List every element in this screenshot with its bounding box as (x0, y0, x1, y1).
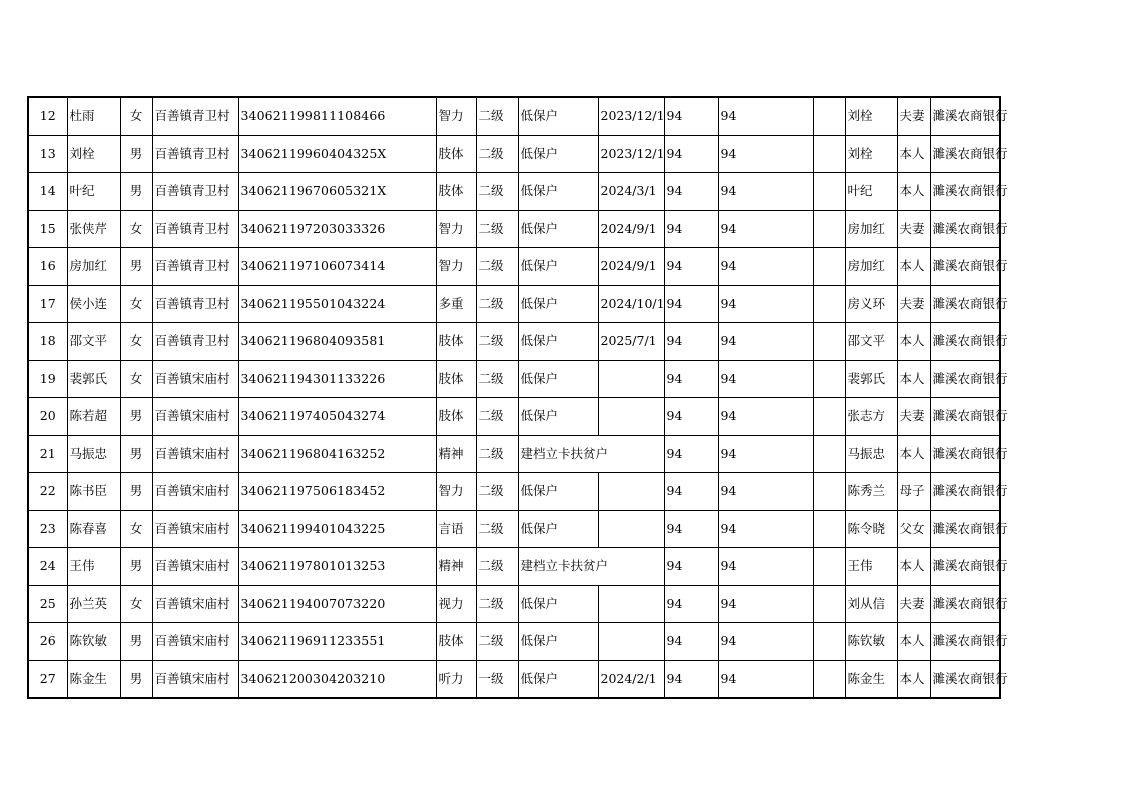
row-seq: 20 (28, 398, 67, 436)
row-household-category: 低保户 (518, 398, 598, 436)
row-note (813, 135, 845, 173)
row-seq: 15 (28, 210, 67, 248)
row-id-number: 340621197506183452 (238, 473, 436, 511)
row-relation: 夫妻 (897, 285, 930, 323)
row-household-category: 低保户 (518, 360, 598, 398)
row-payee: 陈金生 (845, 660, 897, 698)
row-relation: 夫妻 (897, 210, 930, 248)
row-amount-a: 94 (664, 473, 718, 511)
row-bank: 濉溪农商银行 (930, 135, 1000, 173)
row-disability-type: 精神 (436, 435, 476, 473)
row-disability-level: 二级 (476, 548, 518, 586)
row-seq: 23 (28, 510, 67, 548)
row-disability-level: 二级 (476, 248, 518, 286)
row-relation: 夫妻 (897, 97, 930, 135)
row-amount-b: 94 (718, 323, 813, 361)
row-payee: 房加红 (845, 248, 897, 286)
row-relation: 本人 (897, 660, 930, 698)
table-row (28, 435, 1000, 473)
row-bank: 濉溪农商银行 (930, 97, 1000, 135)
row-gender: 女 (120, 360, 152, 398)
row-disability-level: 二级 (476, 323, 518, 361)
row-id-number: 34062119670605321X (238, 173, 436, 211)
row-bank: 濉溪农商银行 (930, 473, 1000, 511)
row-note (813, 173, 845, 211)
row-amount-b: 94 (718, 660, 813, 698)
row-household-category: 低保户 (518, 585, 598, 623)
row-payee: 刘从信 (845, 585, 897, 623)
row-payee: 张志方 (845, 398, 897, 436)
row-village: 百善镇青卫村 (152, 248, 238, 286)
row-disability-type: 听力 (436, 660, 476, 698)
row-amount-b: 94 (718, 135, 813, 173)
row-village: 百善镇宋庙村 (152, 660, 238, 698)
row-household-category: 低保户 (518, 510, 598, 548)
row-bank: 濉溪农商银行 (930, 248, 1000, 286)
row-village: 百善镇宋庙村 (152, 548, 238, 586)
row-gender: 男 (120, 473, 152, 511)
row-amount-b: 94 (718, 435, 813, 473)
row-disability-level: 二级 (476, 510, 518, 548)
row-id-number: 340621196911233551 (238, 623, 436, 661)
row-seq: 19 (28, 360, 67, 398)
row-id-number: 340621199811108466 (238, 97, 436, 135)
row-household-category: 建档立卡扶贫户 (518, 548, 664, 586)
row-bank: 濉溪农商银行 (930, 585, 1000, 623)
row-relation: 本人 (897, 173, 930, 211)
row-note (813, 248, 845, 286)
row-disability-level: 二级 (476, 173, 518, 211)
row-village: 百善镇青卫村 (152, 173, 238, 211)
row-name: 陈书臣 (67, 473, 120, 511)
row-name: 王伟 (67, 548, 120, 586)
row-amount-b: 94 (718, 248, 813, 286)
row-gender: 女 (120, 585, 152, 623)
row-disability-level: 二级 (476, 285, 518, 323)
row-id-number: 340621194301133226 (238, 360, 436, 398)
row-id-number: 340621196804093581 (238, 323, 436, 361)
row-start-date: 2024/3/1 (598, 173, 664, 211)
table-row (28, 97, 1000, 135)
row-id-number: 340621200304203210 (238, 660, 436, 698)
table-row (28, 660, 1000, 698)
row-village: 百善镇宋庙村 (152, 435, 238, 473)
row-note (813, 623, 845, 661)
roster-table (27, 96, 1008, 699)
row-disability-level: 二级 (476, 398, 518, 436)
row-note (813, 360, 845, 398)
row-start-date: 2025/7/1 (598, 323, 664, 361)
row-start-date: 2023/12/1 (598, 135, 664, 173)
row-id-number: 340621196804163252 (238, 435, 436, 473)
row-note (813, 285, 845, 323)
row-bank: 濉溪农商银行 (930, 323, 1000, 361)
row-disability-type: 智力 (436, 97, 476, 135)
row-disability-type: 智力 (436, 248, 476, 286)
row-name: 侯小连 (67, 285, 120, 323)
row-payee: 房义环 (845, 285, 897, 323)
row-amount-a: 94 (664, 585, 718, 623)
table-row (28, 248, 1000, 286)
row-amount-b: 94 (718, 623, 813, 661)
row-seq: 13 (28, 135, 67, 173)
row-gender: 女 (120, 323, 152, 361)
row-disability-type: 肢体 (436, 323, 476, 361)
row-amount-a: 94 (664, 360, 718, 398)
row-household-category: 低保户 (518, 135, 598, 173)
row-village: 百善镇宋庙村 (152, 398, 238, 436)
row-seq: 26 (28, 623, 67, 661)
row-amount-b: 94 (718, 585, 813, 623)
row-start-date (598, 473, 664, 511)
row-seq: 24 (28, 548, 67, 586)
row-payee: 陈秀兰 (845, 473, 897, 511)
row-start-date (598, 623, 664, 661)
row-id-number: 340621197801013253 (238, 548, 436, 586)
row-note (813, 210, 845, 248)
row-household-category: 低保户 (518, 623, 598, 661)
row-amount-b: 94 (718, 97, 813, 135)
table-row (28, 473, 1000, 511)
row-disability-level: 二级 (476, 585, 518, 623)
row-disability-type: 多重 (436, 285, 476, 323)
row-household-category: 低保户 (518, 660, 598, 698)
row-disability-type: 肢体 (436, 135, 476, 173)
table-row (28, 323, 1000, 361)
row-amount-a: 94 (664, 135, 718, 173)
row-gender: 女 (120, 210, 152, 248)
row-id-number: 340621199401043225 (238, 510, 436, 548)
row-start-date: 2024/10/1 (598, 285, 664, 323)
row-amount-a: 94 (664, 398, 718, 436)
row-seq: 25 (28, 585, 67, 623)
row-disability-type: 肢体 (436, 173, 476, 211)
row-household-category: 低保户 (518, 473, 598, 511)
row-disability-type: 肢体 (436, 360, 476, 398)
row-village: 百善镇宋庙村 (152, 585, 238, 623)
table-row (28, 585, 1000, 623)
table-row (28, 623, 1000, 661)
row-gender: 男 (120, 248, 152, 286)
row-start-date: 2023/12/1 (598, 97, 664, 135)
row-disability-type: 智力 (436, 210, 476, 248)
table-row (28, 285, 1000, 323)
row-payee: 叶纪 (845, 173, 897, 211)
row-name: 陈春喜 (67, 510, 120, 548)
row-household-category: 低保户 (518, 323, 598, 361)
row-payee: 刘栓 (845, 97, 897, 135)
row-village: 百善镇青卫村 (152, 135, 238, 173)
row-name: 张侠芹 (67, 210, 120, 248)
row-note (813, 398, 845, 436)
row-relation: 本人 (897, 323, 930, 361)
table-row (28, 398, 1000, 436)
row-amount-a: 94 (664, 323, 718, 361)
row-amount-a: 94 (664, 248, 718, 286)
row-gender: 男 (120, 660, 152, 698)
row-seq: 27 (28, 660, 67, 698)
row-disability-level: 二级 (476, 435, 518, 473)
row-name: 陈若超 (67, 398, 120, 436)
row-disability-type: 精神 (436, 548, 476, 586)
row-name: 刘栓 (67, 135, 120, 173)
row-gender: 女 (120, 510, 152, 548)
row-amount-a: 94 (664, 285, 718, 323)
roster-sheet (27, 96, 1008, 699)
row-gender: 男 (120, 173, 152, 211)
row-seq: 18 (28, 323, 67, 361)
row-bank: 濉溪农商银行 (930, 548, 1000, 586)
row-amount-a: 94 (664, 173, 718, 211)
row-start-date: 2024/9/1 (598, 248, 664, 286)
row-village: 百善镇宋庙村 (152, 623, 238, 661)
row-household-category: 低保户 (518, 210, 598, 248)
row-relation: 本人 (897, 248, 930, 286)
row-payee: 马振忠 (845, 435, 897, 473)
row-id-number: 34062119960404325X (238, 135, 436, 173)
row-amount-a: 94 (664, 548, 718, 586)
row-amount-a: 94 (664, 623, 718, 661)
table-row (28, 360, 1000, 398)
row-relation: 本人 (897, 548, 930, 586)
row-note (813, 97, 845, 135)
row-amount-b: 94 (718, 548, 813, 586)
row-bank: 濉溪农商银行 (930, 623, 1000, 661)
row-start-date (598, 585, 664, 623)
row-village: 百善镇青卫村 (152, 97, 238, 135)
row-name: 叶纪 (67, 173, 120, 211)
row-relation: 父女 (897, 510, 930, 548)
row-name: 孙兰英 (67, 585, 120, 623)
row-household-category: 低保户 (518, 285, 598, 323)
row-seq: 12 (28, 97, 67, 135)
table-row (28, 173, 1000, 211)
row-disability-level: 一级 (476, 660, 518, 698)
row-note (813, 510, 845, 548)
row-name: 邵文平 (67, 323, 120, 361)
row-village: 百善镇宋庙村 (152, 473, 238, 511)
row-bank: 濉溪农商银行 (930, 660, 1000, 698)
row-start-date: 2024/9/1 (598, 210, 664, 248)
row-relation: 本人 (897, 360, 930, 398)
row-start-date (598, 510, 664, 548)
row-gender: 男 (120, 398, 152, 436)
row-amount-b: 94 (718, 473, 813, 511)
row-household-category: 低保户 (518, 248, 598, 286)
row-disability-level: 二级 (476, 360, 518, 398)
row-id-number: 340621195501043224 (238, 285, 436, 323)
row-amount-a: 94 (664, 97, 718, 135)
row-note (813, 473, 845, 511)
row-gender: 男 (120, 623, 152, 661)
row-relation: 夫妻 (897, 585, 930, 623)
row-disability-type: 智力 (436, 473, 476, 511)
row-amount-b: 94 (718, 173, 813, 211)
table-row (28, 548, 1000, 586)
row-disability-type: 视力 (436, 585, 476, 623)
row-disability-type: 肢体 (436, 398, 476, 436)
row-village: 百善镇青卫村 (152, 285, 238, 323)
row-note (813, 435, 845, 473)
row-relation: 夫妻 (897, 398, 930, 436)
row-amount-b: 94 (718, 210, 813, 248)
row-household-category: 低保户 (518, 97, 598, 135)
row-payee: 刘栓 (845, 135, 897, 173)
table-row (28, 135, 1000, 173)
row-disability-level: 二级 (476, 135, 518, 173)
row-start-date: 2024/2/1 (598, 660, 664, 698)
row-seq: 14 (28, 173, 67, 211)
row-disability-type: 肢体 (436, 623, 476, 661)
row-bank: 濉溪农商银行 (930, 173, 1000, 211)
row-bank: 濉溪农商银行 (930, 210, 1000, 248)
row-gender: 男 (120, 135, 152, 173)
row-id-number: 340621197405043274 (238, 398, 436, 436)
row-household-category: 建档立卡扶贫户 (518, 435, 664, 473)
row-relation: 本人 (897, 623, 930, 661)
row-amount-b: 94 (718, 360, 813, 398)
row-gender: 男 (120, 435, 152, 473)
row-payee: 陈钦敏 (845, 623, 897, 661)
row-name: 陈钦敏 (67, 623, 120, 661)
row-seq: 21 (28, 435, 67, 473)
row-bank: 濉溪农商银行 (930, 398, 1000, 436)
row-name: 马振忠 (67, 435, 120, 473)
row-name: 裴郭氏 (67, 360, 120, 398)
row-amount-b: 94 (718, 398, 813, 436)
row-start-date (598, 398, 664, 436)
row-amount-a: 94 (664, 210, 718, 248)
row-village: 百善镇宋庙村 (152, 360, 238, 398)
row-disability-level: 二级 (476, 473, 518, 511)
row-payee: 王伟 (845, 548, 897, 586)
row-payee: 房加红 (845, 210, 897, 248)
row-disability-level: 二级 (476, 97, 518, 135)
row-payee: 邵文平 (845, 323, 897, 361)
row-bank: 濉溪农商银行 (930, 510, 1000, 548)
row-village: 百善镇青卫村 (152, 210, 238, 248)
row-disability-level: 二级 (476, 623, 518, 661)
table-row (28, 210, 1000, 248)
row-id-number: 340621197106073414 (238, 248, 436, 286)
row-disability-type: 言语 (436, 510, 476, 548)
row-note (813, 323, 845, 361)
row-amount-b: 94 (718, 285, 813, 323)
row-name: 陈金生 (67, 660, 120, 698)
row-disability-level: 二级 (476, 210, 518, 248)
row-gender: 男 (120, 548, 152, 586)
row-bank: 濉溪农商银行 (930, 360, 1000, 398)
row-payee: 陈令晓 (845, 510, 897, 548)
row-relation: 本人 (897, 435, 930, 473)
row-seq: 16 (28, 248, 67, 286)
row-bank: 濉溪农商银行 (930, 435, 1000, 473)
row-name: 杜雨 (67, 97, 120, 135)
row-amount-b: 94 (718, 510, 813, 548)
table-row (28, 510, 1000, 548)
row-household-category: 低保户 (518, 173, 598, 211)
row-seq: 22 (28, 473, 67, 511)
row-id-number: 340621194007073220 (238, 585, 436, 623)
row-note (813, 660, 845, 698)
row-note (813, 548, 845, 586)
row-name: 房加红 (67, 248, 120, 286)
row-bank: 濉溪农商银行 (930, 285, 1000, 323)
row-amount-a: 94 (664, 660, 718, 698)
row-note (813, 585, 845, 623)
row-start-date (598, 360, 664, 398)
row-village: 百善镇宋庙村 (152, 510, 238, 548)
row-amount-a: 94 (664, 510, 718, 548)
row-relation: 本人 (897, 135, 930, 173)
row-amount-a: 94 (664, 435, 718, 473)
row-payee: 裴郭氏 (845, 360, 897, 398)
row-seq: 17 (28, 285, 67, 323)
row-gender: 女 (120, 97, 152, 135)
row-gender: 女 (120, 285, 152, 323)
row-village: 百善镇青卫村 (152, 323, 238, 361)
row-relation: 母子 (897, 473, 930, 511)
row-id-number: 340621197203033326 (238, 210, 436, 248)
roster-body (28, 97, 1008, 698)
